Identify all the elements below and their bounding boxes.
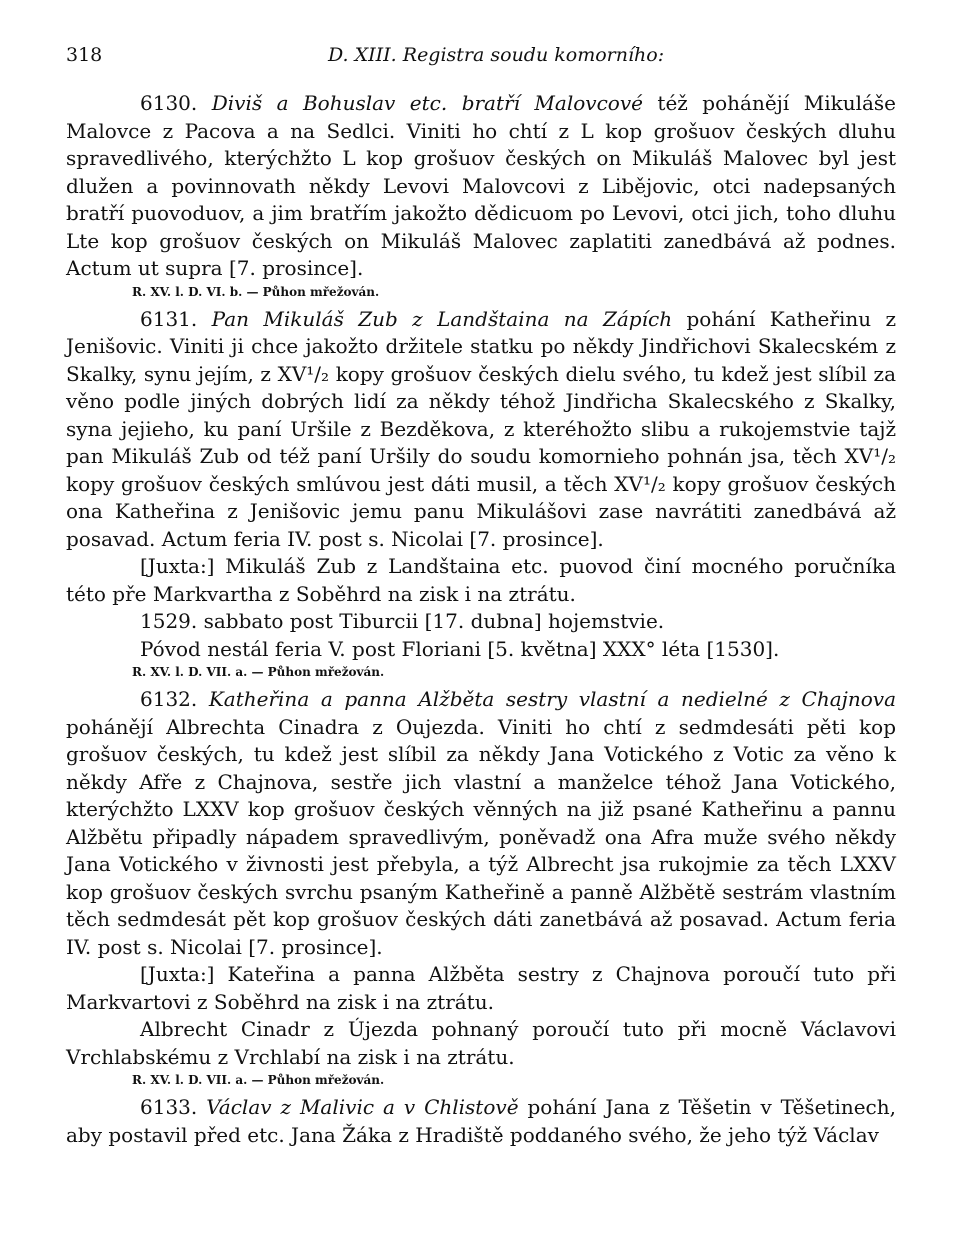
entry-parties: Katheřina a panna Alžběta sestry vlastní a nedielné z Chajnova	[208, 687, 897, 711]
entry-source: R. XV. l. D. VII. a. — Půhon mřežován.	[132, 665, 385, 679]
entry-parties: Václav z Malivic a v Chlistově	[206, 1095, 519, 1119]
entry-note: 1529. sabbato post Tiburcii [17. dubna] hojemstvie.	[140, 609, 665, 633]
entry-text: pohání Katheřinu z Jenišovic. Viniti ji chce jakožto držitele statku po někdy Jindřichovi Skalecském z Skalky, synu jejím, z XV¹/₂ kopy grošuov českých dielu svého, tu kdež jest slíbil za věno podle jiných dobrých lidí za někdy téhož Jindřicha Skalecského z Skalky, syna jejieho, ku paní Uršile z Bezděkova, z kteréhožto slibu a rukojemstvie tajž pan Mikuláš Zub od též paní Uršily do soudu komornieho pohnán jsa, těch XV¹/₂ kopy grošuov českých smlúvou jest dáti musil, a těch XV¹/₂ kopy grošuov českých ona Katheřina z Jenišovic jemu panu Mikulášovi zase navrátiti zanedbává až posavad. Actum feria IV. post s. Nicolai [7. prosince].	[66, 306, 897, 551]
entry-6133	[66, 1094, 896, 1149]
page-number: 318	[66, 44, 103, 66]
entry-source: R. XV. l. D. VI. b. — Půhon mřežován.	[132, 284, 380, 299]
page-header	[66, 44, 896, 74]
entry-note: Póvod nestál feria V. post Floriani [5. května] XXX° léta [1530].	[140, 636, 780, 661]
entry-note: [Juxta:] Kateřina a panna Alžběta sestry z Chajnova poroučí tuto při Markvartovi z Soběhrd na zisk i na ztrátu.	[66, 962, 896, 1014]
entry-source: R. XV. l. D. VII. a. — Půhon mřežován.	[132, 1073, 385, 1087]
entry-text: též pohánějí Mikuláše Malovce z Pacova a na Sedlci. Viniti ho chtí z L kop grošuov českých dluhu spravedlivého, kterýchžto L kop grošuov českých on Mikuláš Malovec byl jest dlužen a povinnovath někdy Levovi Malovcovi z Libějovic, otci nadepsaných bratří puovoduov, a jim bratřím jakožto dědicuom po Levovi, otci jich, toho dluhu Lte kop grošuov českých on Mikuláš Malovec zaplatiti zanedbává až podnes. Actum ut supra [7. prosince].	[66, 91, 897, 280]
entry-number: 6132.	[140, 687, 198, 711]
entry-note: Albrecht Cinadr z Újezda pohnaný poroučí tuto při mocně Václavovi Vrchlabskému z Vrchlabí na zisk i na ztrátu.	[66, 1017, 896, 1069]
entry-6130	[66, 90, 896, 283]
entry-parties: Diviš a Bohuslav etc. bratří Malovcové	[211, 91, 643, 115]
entry-6131	[66, 306, 896, 554]
entry-parties: Pan Mikuláš Zub z Landštaina na Zápích	[211, 306, 673, 331]
entry-note: [Juxta:] Mikuláš Zub z Landštaina etc. puovod činí mocného poručníka této pře Markvartha z Soběhrd na zisk i na ztrátu.	[66, 554, 896, 606]
entry-number: 6131.	[140, 306, 198, 331]
entry-number: 6130.	[140, 91, 198, 115]
page-body	[66, 90, 896, 1149]
running-title: D. XIII. Registra soudu komorního:	[328, 44, 665, 66]
entry-text: pohání Jana z Těšetin v Těšetinech, aby postavil před etc. Jana Žáka z Hradiště poddaného svého, že jeho týž Václav	[66, 1095, 896, 1147]
entry-6132	[66, 686, 896, 961]
entry-text: pohánějí Albrechta Cinadra z Oujezda. Viniti ho chtí z sedmdesáti pěti kop grošuov českých, tu kdež jest slíbil za někdy Jana Votického z Votic za věno k někdy Afře z Chajnova, sestře jich vlastní a manželce téhož Jana Votického, kterýchžto LXXV kop grošuov českých věnných na již psané Katheřinu a pannu Alžbětu připadly nápadem spravedlivým, poněvadž ona Afra muže svého někdy Jana Votického v živnosti jest přebyla, a týž Albrecht jsa rukojmie za těch LXXV kop grošuov českých svrchu psaným Katheřině a panně Alžbětě sestrám vlastním těch sedmdesát pět kop grošuov českých dáti zanetbává až posavad. Actum feria IV. post s. Nicolai [7. prosince].	[66, 714, 896, 959]
entry-number: 6133.	[140, 1095, 198, 1119]
